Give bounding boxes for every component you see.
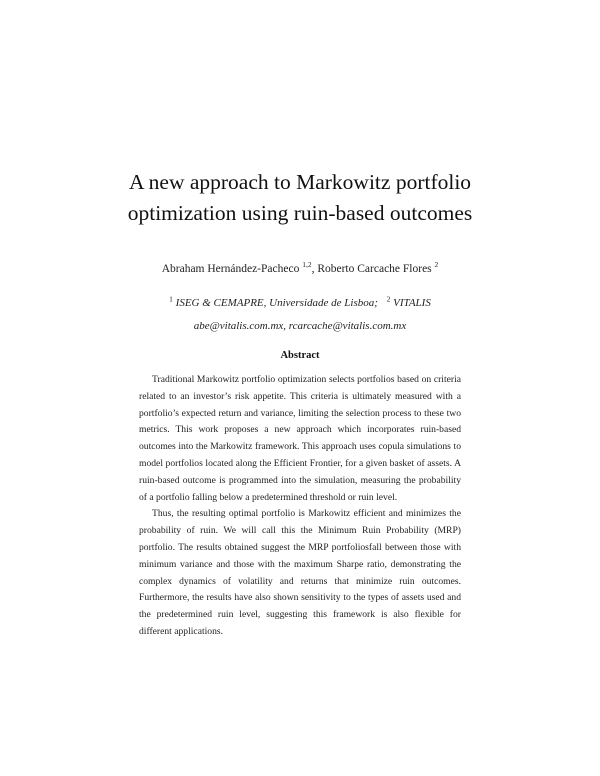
paper-title-line-1: A new approach to Markowitz portfolio [128,170,472,194]
affiliations [0,294,600,309]
author-1-affiliation-marker: 1,2 [302,260,312,270]
abstract-paragraph-2: Thus, the resulting optimal portfolio is Markowitz efficient and minimizes the probability of ruin. We will call this the Minimum Ruin Probability (MRP) portfolio. The results obtained suggest the MRP portfoliosfall between those with minimum variance and those with the maximum Sharpe ratio, demonstrating the complex dynamics of volatility and returns that minimize ruin outcomes. Furthermore, the results have also shown sensitivity to the types of assets used and the predetermined ruin level, suggesting this framework is also flexible for different applications. [139,508,461,637]
author-list [0,260,600,275]
author-separator: , [311,263,318,275]
affiliation-2-text: VITALIS [393,297,431,309]
abstract-body [139,372,461,641]
author-2-name: Roberto Carcache Flores [317,263,432,275]
author-emails: abe@vitalis.com.mx, rcarcache@vitalis.com.mx [193,320,407,332]
author-2-affiliation-marker: 2 [434,260,439,270]
abstract-paragraph-1: Traditional Markowitz portfolio optimization selects portfolios based on criteria related to an investor’s risk appetite. This criteria is ultimately measured with a portfolio’s expected return and variance, limiting the selection process to these two metrics. This work proposes a new approach which incorporates ruin-based outcomes into the Markowitz framework. This approach uses copula simulations to model portfolios located along the Efficient Frontier, for a given basket of assets. A ruin-based outcome is programmed into the simulation, measuring the probability of a portfolio falling below a predetermined threshold or ruin level. [139,374,461,503]
paper-title-line-2: optimization using ruin-based outcomes [127,201,473,225]
affiliation-1-text: ISEG & CEMAPRE, Universidade de Lisboa; [175,297,378,309]
affiliation-2-marker: 2 [386,294,391,304]
affiliation-1-marker: 1 [169,294,173,304]
author-1-name: Abraham Hernández-Pacheco [161,263,300,275]
abstract-heading: Abstract [280,350,320,361]
paper-title [0,167,600,229]
